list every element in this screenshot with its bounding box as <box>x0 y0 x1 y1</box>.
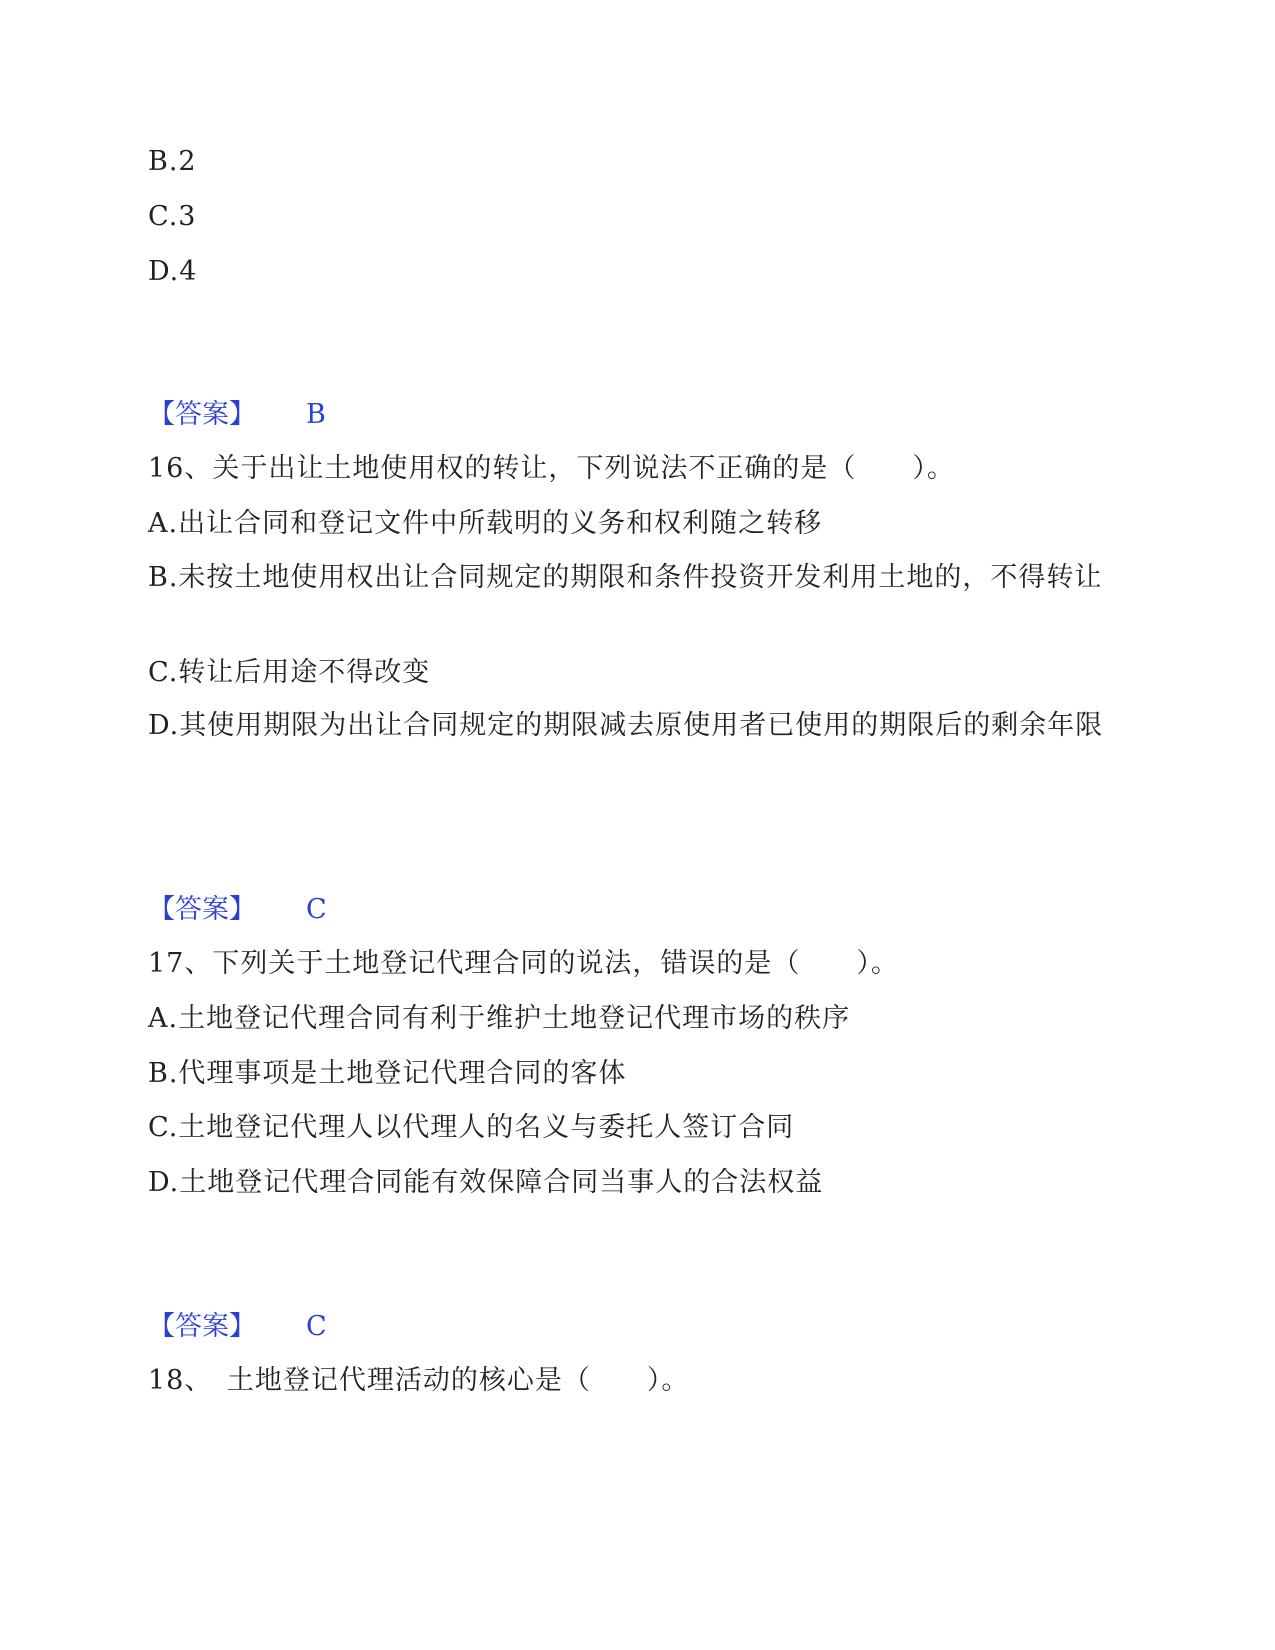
option-b-prev: B.2 <box>148 146 197 177</box>
answer-q17 <box>148 1310 327 1344</box>
q17-option-b: B.代理事项是土地登记代理合同的客体 <box>148 1058 627 1089</box>
q16-option-c: C.转让后用途不得改变 <box>148 657 431 688</box>
answer-q15 <box>148 398 326 432</box>
q17-option-c: C.土地登记代理人以代理人的名义与委托人签订合同 <box>148 1112 795 1143</box>
answer-value: C <box>306 894 327 925</box>
answer-value: B <box>306 399 326 430</box>
q17-option-d: D.土地登记代理合同能有效保障合同当事人的合法权益 <box>148 1167 824 1198</box>
answer-label: 【答案】 <box>148 894 256 925</box>
question-17: 17、下列关于土地登记代理合同的说法，错误的是（ ）。 <box>148 948 899 979</box>
question-18: 18、 土地登记代理活动的核心是（ ）。 <box>148 1365 690 1396</box>
q16-option-b: B.未按土地使用权出让合同规定的期限和条件投资开发利用土地的，不得转让 <box>148 562 1103 593</box>
q16-option-d: D.其使用期限为出让合同规定的期限减去原使用者已使用的期限后的剩余年限 <box>148 710 1104 741</box>
question-16: 16、关于出让土地使用权的转让，下列说法不正确的是（ ）。 <box>148 453 955 484</box>
option-c-prev: C.3 <box>148 201 197 232</box>
q17-option-a: A.土地登记代理合同有利于维护土地登记代理市场的秩序 <box>148 1003 851 1034</box>
answer-label: 【答案】 <box>148 1311 256 1342</box>
answer-label: 【答案】 <box>148 399 256 430</box>
answer-q16 <box>148 893 327 927</box>
q16-option-a: A.出让合同和登记文件中所载明的义务和权利随之转移 <box>148 508 823 539</box>
answer-value: C <box>306 1311 327 1342</box>
option-d-prev: D.4 <box>148 256 198 287</box>
